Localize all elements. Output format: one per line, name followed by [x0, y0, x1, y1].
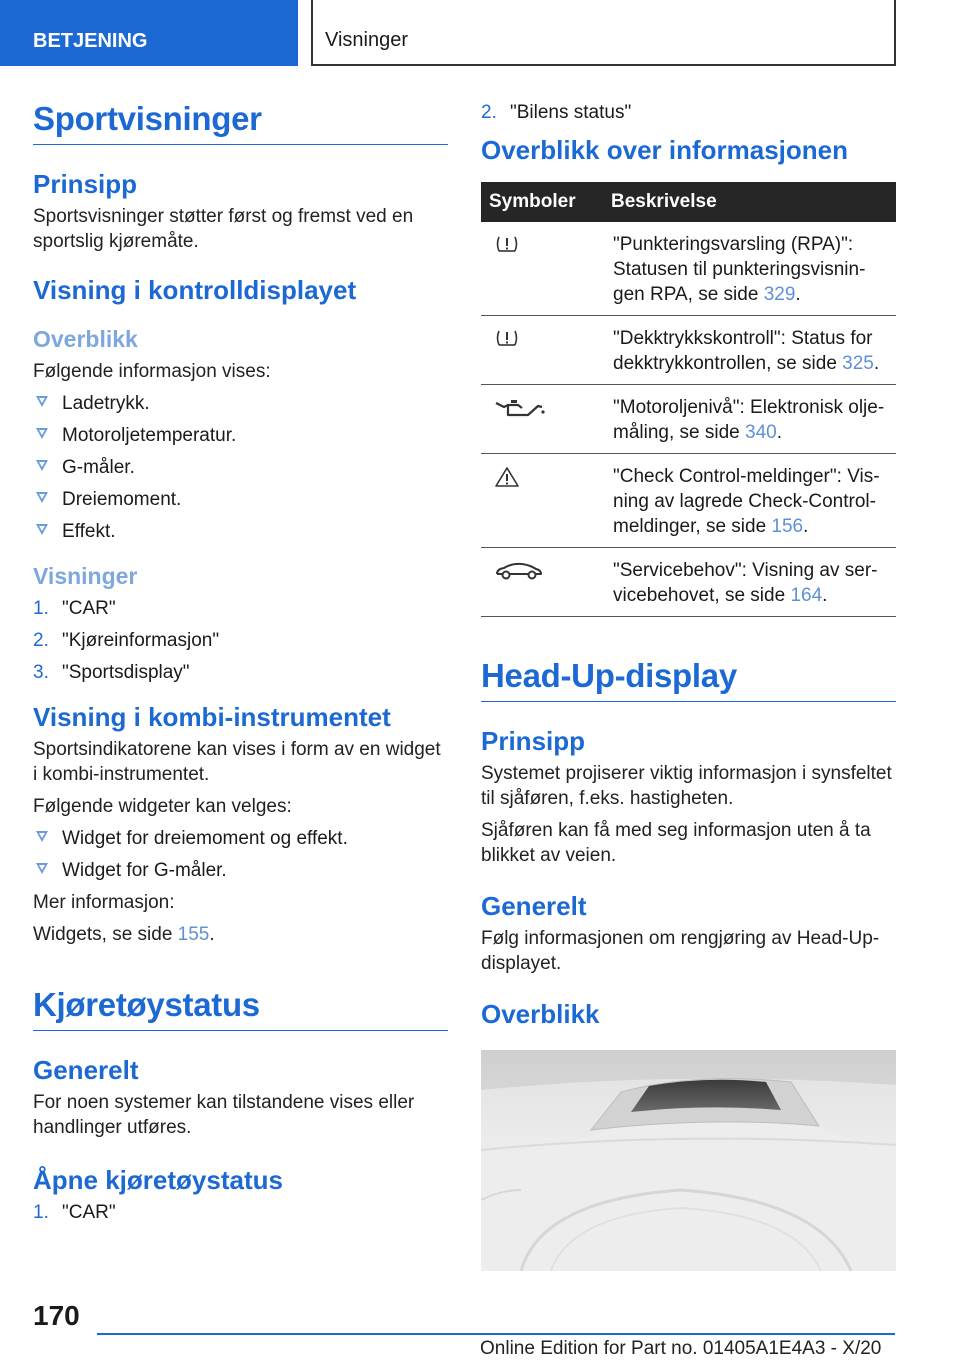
page-number: 170 [33, 1300, 80, 1331]
page-header [0, 0, 960, 66]
page-link[interactable]: 329 [763, 284, 796, 305]
step-item: 1. "CAR" [33, 598, 116, 619]
warning-triangle-icon [494, 466, 520, 488]
hud-prinsipp-text-2: Sjåføren kan få med seg informasjon uten å ta blikket av veien. [481, 820, 871, 866]
page-title: Sportvisninger [33, 100, 448, 145]
right-column [481, 100, 896, 1034]
list-item: Widget for dreiemoment og effekt. [33, 826, 448, 851]
step-item: 2. "Kjøreinformasjon" [33, 630, 220, 651]
list-item: Widget for G-måler. [33, 858, 448, 883]
footer-edition: Online Edition for Part no. 01405A1E4A3 - X/20 [480, 1338, 882, 1359]
description-cell: "Dekktrykkskontroll": Status for dekktrykkontrollen, se side 325. [605, 316, 896, 385]
topic-label: Visninger [311, 0, 896, 66]
description-cell: "Servicebehov": Visning av ser-vicebehovet, se side 164. [605, 548, 896, 617]
bullet-triangle-icon [36, 428, 48, 439]
description-cell: "Punkteringsvarsling (RPA)": Statusen til punkteringsvisnin-gen RPA, se side 329. [605, 222, 896, 316]
status-title: Kjøretøystatus [33, 986, 448, 1031]
widgets-reference: Widgets, se side 155. [33, 924, 215, 945]
table-row [481, 222, 896, 316]
table-row [481, 454, 896, 548]
widget-list [33, 826, 448, 883]
bullet-triangle-icon [36, 863, 48, 874]
step-item: 2. "Bilens status" [481, 102, 632, 123]
prinsipp-text: Sportsvisninger støtter først og fremst ved en sportslig kjøremåte. [33, 206, 414, 252]
widgets-intro: Følgende widgeter kan velges: [33, 796, 292, 817]
hud-generelt-heading: Generelt [481, 891, 587, 921]
left-column [33, 100, 448, 1232]
hud-photo [481, 1050, 896, 1271]
generelt-heading: Generelt [33, 1055, 139, 1085]
page-link[interactable]: 325 [842, 353, 874, 374]
bullet-triangle-icon [36, 460, 48, 471]
overview-heading: Overblikk over informasjonen [481, 135, 849, 165]
visninger-steps [33, 596, 448, 685]
page-link[interactable]: 156 [771, 516, 804, 537]
more-info-label: Mer informasjon: [33, 892, 175, 913]
hud-title: Head-Up-display [481, 657, 896, 702]
oil-can-icon [494, 397, 546, 419]
list-item: Dreiemoment. [33, 487, 448, 512]
apne-steps [33, 1200, 448, 1225]
page-link[interactable]: 155 [177, 924, 210, 945]
tire-pressure-warning-icon [494, 234, 520, 254]
list-item: G-måler. [33, 455, 448, 480]
page-link[interactable]: 340 [745, 422, 777, 443]
bullet-triangle-icon [36, 396, 48, 407]
kombi-heading: Visning i kombi-instrumentet [33, 702, 391, 732]
bullet-triangle-icon [36, 524, 48, 535]
overblikk-heading: Overblikk [33, 326, 138, 352]
hud-overblikk-heading: Overblikk [481, 999, 600, 1029]
step-item: 3. "Sportsdisplay" [33, 662, 190, 683]
footer-divider [97, 1333, 895, 1335]
list-item: Motoroljetemperatur. [33, 423, 448, 448]
kontroll-heading: Visning i kontrolldisplayet [33, 275, 357, 305]
tire-pressure-warning-icon [494, 328, 520, 348]
overblikk-list [33, 391, 448, 544]
table-row [481, 385, 896, 454]
list-item: Ladetrykk. [33, 391, 448, 416]
step-item: 1. "CAR" [33, 1202, 116, 1223]
visninger-heading: Visninger [33, 563, 138, 589]
hud-prinsipp-heading: Prinsipp [481, 726, 586, 756]
car-service-icon [494, 560, 544, 582]
hud-generelt-text: Følg informasjonen om rengjøring av Head-Up-displayet. [481, 928, 880, 974]
page-link[interactable]: 164 [790, 585, 823, 606]
description-cell: "Motoroljenivå": Elektronisk olje-måling, se side 340. [605, 385, 896, 454]
column-header-description: Beskrivelse [605, 182, 896, 222]
overblikk-intro: Følgende informasjon vises: [33, 361, 271, 382]
apne-heading: Åpne kjøretøystatus [33, 1165, 283, 1195]
generelt-text: For noen systemer kan tilstandene vises eller handlinger utføres. [33, 1092, 415, 1138]
description-cell: "Check Control-meldinger": Vis-ning av lagrede Check-Control-meldinger, se side 156. [605, 454, 896, 548]
bullet-triangle-icon [36, 492, 48, 503]
symbol-table [481, 182, 896, 617]
table-row [481, 548, 896, 617]
section-tab[interactable]: BETJENING [0, 0, 298, 66]
hud-prinsipp-text-1: Systemet projiserer viktig informasjon i synsfeltet til sjåføren, f.eks. hastigheten. [481, 763, 892, 809]
bullet-triangle-icon [36, 831, 48, 842]
table-row [481, 316, 896, 385]
column-header-symbols: Symboler [481, 182, 605, 222]
table-header-row [481, 182, 896, 222]
head-up-display-image [481, 1050, 896, 1271]
status-steps-cont [481, 100, 896, 125]
kombi-text: Sportsindikatorene kan vises i form av en widget i kombi-instrumentet. [33, 739, 441, 785]
prinsipp-heading: Prinsipp [33, 169, 138, 199]
list-item: Effekt. [33, 519, 448, 544]
